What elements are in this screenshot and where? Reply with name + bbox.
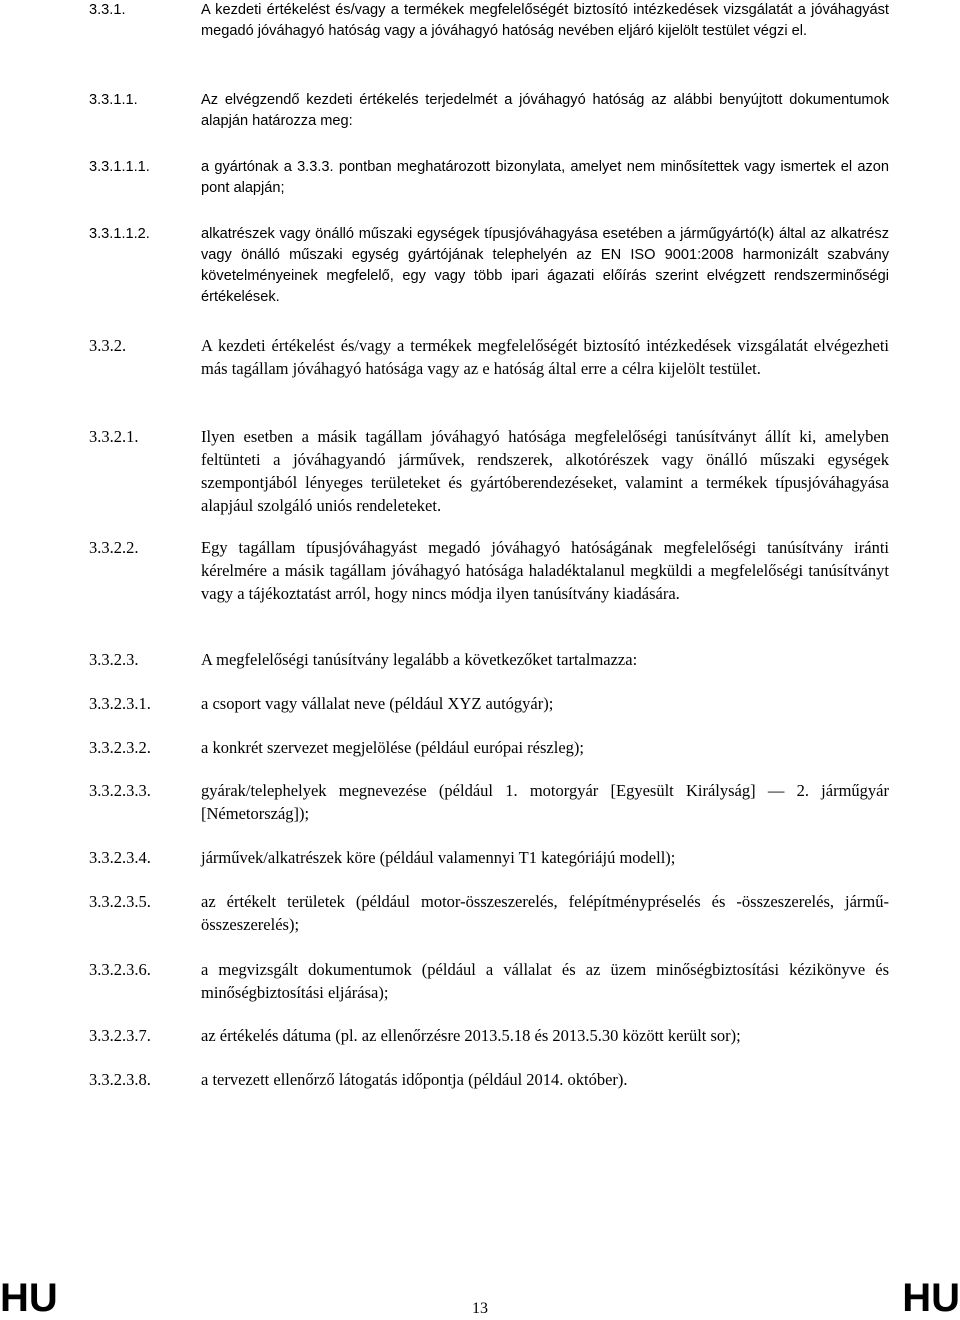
clause-number: 3.3.2.3.4.	[89, 848, 151, 867]
clause-text: a konkrét szervezet megjelölése (például európai részleg);	[201, 738, 584, 757]
clause-number: 3.3.2.3.	[89, 650, 139, 669]
clause-number: 3.3.1.1.2.	[89, 226, 150, 242]
clause-text: A kezdeti értékelést és/vagy a termékek megfelelőségét biztosító intézkedések vizsgálatát elvégezheti más tagállam jóváhagyó hatósága vagy az e hatóság által erre a célra kijelölt testület.	[201, 336, 889, 378]
clause-text: gyárak/telephelyek megnevezése (például 1. motorgyár [Egyesült Királyság] — 2. járműgyár [Németország]);	[201, 781, 889, 823]
clause-number: 3.3.2.2.	[89, 538, 139, 557]
clause-text: Egy tagállam típusjóváhagyást megadó jóváhagyó hatóságának megfelelőségi tanúsítvány iránti kérelmére a másik tagállam jóváhagyó hatósága haladéktalanul megküldi a megfelelőségi tanúsítványt vagy a tájékoztatást arról, hogy nincs módja ilyen tanúsítvány kiadására.	[201, 538, 889, 603]
clause-number: 3.3.2.	[89, 336, 127, 355]
clause-number: 3.3.2.3.1.	[89, 694, 151, 713]
clause-text: Ilyen esetben a másik tagállam jóváhagyó hatósága megfelelőségi tanúsítványt állít ki, amelyben feltünteti a jóváhagyandó járművek, rendszerek, alkotórészek vagy önálló műszaki egységek szempontjából lényeges területeket és gyártóberendezéseket, valamint a termékek típusjóváhagyása alapjául szolgáló uniós rendeleteket.	[201, 427, 889, 515]
page-number: 13	[472, 1300, 488, 1317]
clause-text: az értékelés dátuma (pl. az ellenőrzésre 2013.5.18 és 2013.5.30 között került sor);	[201, 1026, 741, 1045]
clause-number: 3.3.2.3.6.	[89, 960, 151, 979]
clause-number: 3.3.1.1.	[89, 92, 138, 108]
clause-number: 3.3.2.3.8.	[89, 1070, 151, 1089]
clause-text: A kezdeti értékelést és/vagy a termékek megfelelőségét biztosító intézkedések vizsgálatát a jóváhagyást megadó jóváhagyó hatóság vagy a jóváhagyó hatóság nevében eljáró kijelölt testület végzi el.	[201, 2, 889, 39]
clause-text: a gyártónak a 3.3.3. pontban meghatározott bizonylata, amelyet nem minősítettek vagy ismertek el azon pont alapján;	[201, 159, 889, 196]
clause-number: 3.3.2.3.2.	[89, 738, 151, 757]
clause-text: az értékelt területek (például motor-összeszerelés, felépítménypréselés és -összeszerelés, jármű-összeszerelés);	[201, 892, 889, 934]
clause-number: 3.3.2.1.	[89, 427, 139, 446]
clause-text: alkatrészek vagy önálló műszaki egységek típusjóváhagyása esetében a járműgyártó(k) által az alkatrész vagy önálló műszaki egység gyártójának telephelyén az EN ISO 9001:2008 harmonizált szabvány követelményeinek megfelelő, egy vagy több ipari ágazati előírás szerint elvégzett rendszerminőségi értékelések.	[201, 226, 889, 305]
clause-text: a csoport vagy vállalat neve (például XYZ autógyár);	[201, 694, 554, 713]
footer-language-code-right: HU	[902, 1276, 960, 1320]
clause-number: 3.3.1.1.1.	[89, 159, 150, 175]
clause-number: 3.3.2.3.3.	[89, 781, 151, 800]
clause-text: A megfelelőségi tanúsítvány legalább a következőket tartalmazza:	[201, 650, 638, 669]
clause-text: Az elvégzendő kezdeti értékelés terjedelmét a jóváhagyó hatóság az alábbi benyújtott dokumentumok alapján határozza meg:	[201, 92, 889, 129]
clause-text: a tervezett ellenőrző látogatás időpontja (például 2014. október).	[201, 1070, 628, 1089]
clause-number: 3.3.1.	[89, 2, 126, 18]
clause-number: 3.3.2.3.7.	[89, 1026, 151, 1045]
clause-text: a megvizsgált dokumentumok (például a vállalat és az üzem minőségbiztosítási kézikönyve és minőségbiztosítási eljárása);	[201, 960, 889, 1002]
footer-language-code-left: HU	[0, 1276, 58, 1320]
clause-number: 3.3.2.3.5.	[89, 892, 151, 911]
clause-text: járművek/alkatrészek köre (például valamennyi T1 kategóriájú modell);	[201, 848, 676, 867]
